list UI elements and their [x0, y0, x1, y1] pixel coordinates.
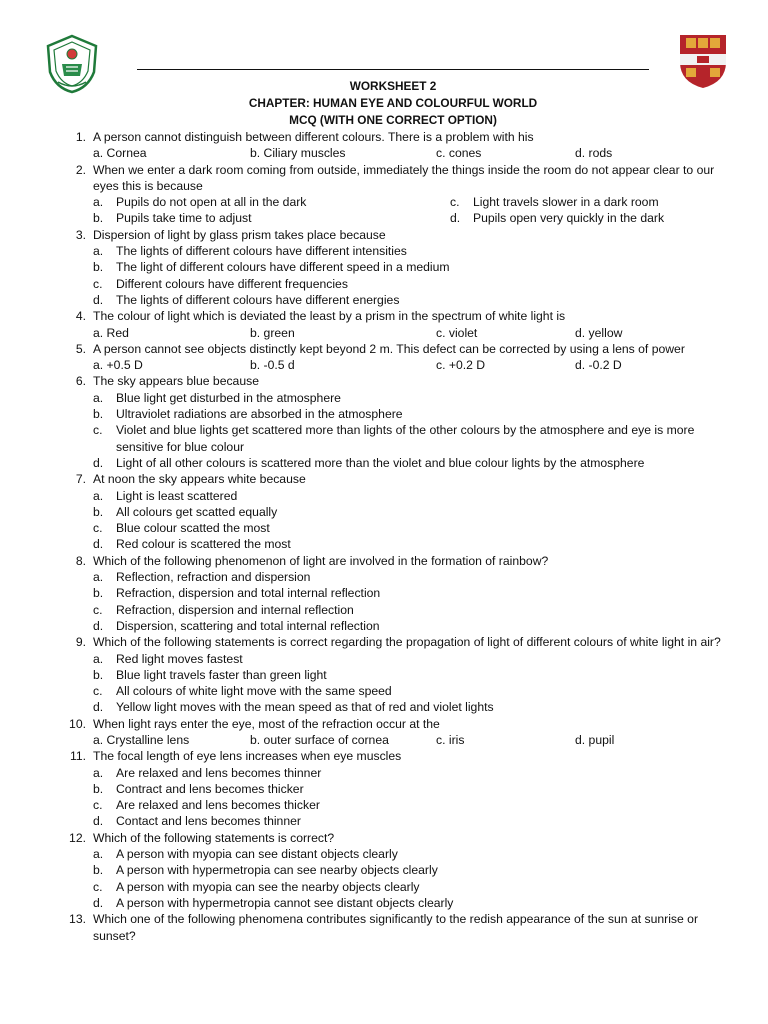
option-item: [64, 667, 724, 683]
option-text: a. Cornea: [93, 146, 147, 161]
question-text: Which of the following statements is correct?: [93, 830, 335, 845]
option-text: d. pupil: [575, 732, 615, 747]
question-item: [64, 129, 724, 145]
option-text: A person with hypermetropia can see nearby objects clearly: [116, 863, 438, 878]
option-item: [64, 276, 724, 292]
option-text: b. outer surface of cornea: [250, 732, 389, 747]
option-letter: b.: [93, 781, 104, 796]
question-item: [64, 748, 724, 764]
option-text: d. -0.2 D: [575, 358, 622, 373]
option-item: [64, 846, 724, 862]
question-item: [64, 911, 724, 944]
option-letter: b.: [93, 260, 104, 275]
question-number: 8.: [75, 553, 86, 568]
question-item: [64, 716, 724, 732]
option-text: Red colour is scattered the most: [116, 537, 291, 552]
option-item: [64, 455, 724, 471]
option-text: A person with myopia can see distant objects clearly: [116, 847, 398, 862]
option-letter: c.: [450, 195, 460, 210]
option-text: d. yellow: [575, 325, 623, 340]
question-text: Dispersion of light by glass prism takes place because: [93, 227, 386, 242]
option-item: [64, 879, 724, 895]
option-text: Light travels slower in a dark room: [473, 195, 659, 210]
option-text: Ultraviolet radiations are absorbed in the atmosphere: [116, 407, 403, 422]
option-letter: b.: [93, 863, 104, 878]
question-item: [64, 227, 724, 243]
option-item: [64, 488, 724, 504]
option-row: [64, 145, 724, 161]
question-number: 1.: [75, 130, 86, 144]
university-shield-logo: [676, 32, 730, 90]
question-item: [64, 471, 724, 487]
option-letter: d.: [93, 537, 104, 552]
option-text: Refraction, dispersion and internal reflection: [116, 602, 354, 617]
option-item: [64, 259, 724, 275]
option-letter: b.: [93, 407, 104, 422]
question-item: [64, 553, 724, 569]
option-text: c. cones: [436, 146, 482, 161]
question-number: 3.: [75, 227, 86, 242]
option-letter: a.: [93, 847, 104, 862]
question-text: A person cannot see objects distinctly kept beyond 2 m. This defect can be corrected by using a lens of power: [93, 341, 685, 356]
option-letter: b.: [93, 504, 104, 519]
option-text: All colours get scatted equally: [116, 504, 278, 519]
question-number: 4.: [75, 309, 86, 324]
option-letter: a.: [93, 390, 104, 405]
option-text: c. +0.2 D: [436, 358, 486, 373]
option-text: Red light moves fastest: [116, 651, 243, 666]
option-text: A person with hypermetropia cannot see distant objects clearly: [116, 895, 454, 910]
option-item: [64, 536, 724, 552]
option-text: Are relaxed and lens becomes thicker: [116, 798, 320, 813]
option-item: [64, 390, 724, 406]
option-text: Contact and lens becomes thinner: [116, 814, 301, 829]
option-letter: a.: [93, 765, 104, 780]
option-text: Blue colour scatted the most: [116, 521, 270, 536]
question-item: [64, 308, 724, 324]
option-text: The lights of different colours have different energies: [116, 292, 400, 307]
option-row: [64, 325, 724, 341]
option-item: [64, 813, 724, 829]
question-text: Which of the following statements is correct regarding the propagation of light of different colours of white light in air?: [93, 635, 721, 650]
option-text: Light of all other colours is scattered more than the violet and blue colour lights by the atmosphere: [116, 455, 645, 470]
question-number: 10.: [69, 716, 86, 731]
option-letter: d.: [93, 455, 104, 470]
option-letter: a.: [93, 195, 104, 210]
option-letter: a.: [93, 488, 104, 503]
option-text: A person with myopia can see the nearby objects clearly: [116, 879, 420, 894]
question-number: 11.: [69, 749, 86, 764]
option-letter: d.: [450, 211, 461, 226]
question-number: 6.: [75, 374, 86, 389]
question-text: The sky appears blue because: [93, 374, 259, 389]
option-text: a. Red: [93, 325, 129, 340]
option-item: [64, 618, 724, 634]
question-item: [64, 634, 724, 650]
option-text: Pupils take time to adjust: [116, 211, 252, 226]
option-letter: d.: [93, 292, 104, 307]
school-crest-logo: [44, 34, 100, 94]
question-item: [64, 373, 724, 389]
option-item: [64, 862, 724, 878]
question-number: 13.: [69, 912, 86, 927]
option-letter: c.: [93, 521, 103, 536]
option-letter: d.: [93, 895, 104, 910]
question-text: Which one of the following phenomena contributes significantly to the redish appearance of the sun at sunrise or sunset?: [93, 912, 699, 943]
question-item: [64, 162, 724, 195]
option-text: b. -0.5 d: [250, 358, 295, 373]
question-number: 2.: [75, 162, 86, 177]
option-text: Light is least scattered: [116, 488, 238, 503]
option-text: Are relaxed and lens becomes thinner: [116, 765, 322, 780]
chapter-title: CHAPTER: HUMAN EYE AND COLOURFUL WORLD: [248, 96, 538, 110]
section-title: MCQ (WITH ONE CORRECT OPTION): [289, 113, 497, 127]
question-item: [64, 341, 724, 357]
question-item: [64, 830, 724, 846]
question-number: 9.: [75, 635, 86, 650]
option-text: d. rods: [575, 146, 613, 161]
option-item: [64, 243, 724, 259]
option-row: [64, 210, 724, 226]
option-text: Refraction, dispersion and total internal reflection: [116, 586, 381, 601]
option-item: [64, 683, 724, 699]
option-letter: b.: [93, 586, 104, 601]
option-text: b. green: [250, 325, 295, 340]
option-row: [64, 732, 724, 748]
option-text: c. violet: [436, 325, 478, 340]
option-letter: d.: [93, 618, 104, 633]
question-text: The colour of light which is deviated the least by a prism in the spectrum of white light is: [93, 309, 566, 324]
option-text: Reflection, refraction and dispersion: [116, 570, 311, 585]
option-text: All colours of white light move with the same speed: [116, 684, 392, 699]
option-letter: c.: [93, 423, 103, 438]
option-letter: c.: [93, 798, 103, 813]
option-text: c. iris: [436, 732, 465, 747]
option-item: [64, 651, 724, 667]
question-text: When light rays enter the eye, most of the refraction occur at the: [93, 716, 440, 731]
option-item: [64, 895, 724, 911]
worksheet-title: WORKSHEET 2: [349, 79, 437, 93]
option-text: Pupils do not open at all in the dark: [116, 195, 307, 210]
option-text: The light of different colours have different speed in a medium: [116, 260, 450, 275]
header-rule: [137, 69, 649, 70]
option-text: Blue light get disturbed in the atmosphere: [116, 390, 341, 405]
option-letter: d.: [93, 700, 104, 715]
option-row: [64, 194, 724, 210]
question-text: At noon the sky appears white because: [93, 472, 306, 487]
option-item: [64, 585, 724, 601]
question-text: When we enter a dark room coming from outside, immediately the things inside the room do not appear clear to our eyes this is because: [93, 162, 715, 193]
option-item: [64, 406, 724, 422]
question-text: A person cannot distinguish between different colours. There is a problem with his: [93, 130, 534, 144]
option-letter: c.: [93, 684, 103, 699]
option-letter: c.: [93, 602, 103, 617]
option-text: Contract and lens becomes thicker: [116, 781, 304, 796]
option-item: [64, 797, 724, 813]
option-text: Dispersion, scattering and total internal reflection: [116, 618, 380, 633]
option-text: Yellow light moves with the mean speed as that of red and violet lights: [116, 700, 494, 715]
question-number: 5.: [75, 341, 86, 356]
option-item: [64, 781, 724, 797]
option-text: a. Crystalline lens: [93, 732, 190, 747]
option-letter: b.: [93, 211, 104, 226]
option-letter: a.: [93, 651, 104, 666]
option-row: [64, 357, 724, 373]
worksheet-header: [137, 78, 649, 129]
question-text: Which of the following phenomenon of light are involved in the formation of rainbow?: [93, 553, 549, 568]
option-letter: a.: [93, 570, 104, 585]
question-number: 12.: [69, 830, 86, 845]
option-text: Violet and blue lights get scattered more than lights of the other colours by the atmosphere and eye is more sensitive for blue colour: [116, 423, 695, 454]
option-text: The lights of different colours have different intensities: [116, 244, 407, 259]
option-item: [64, 422, 724, 455]
option-text: Pupils open very quickly in the dark: [473, 211, 665, 226]
option-text: Blue light travels faster than green light: [116, 667, 327, 682]
option-item: [64, 569, 724, 585]
option-item: [64, 765, 724, 781]
option-item: [64, 292, 724, 308]
option-item: [64, 699, 724, 715]
option-item: [64, 520, 724, 536]
question-text: The focal length of eye lens increases when eye muscles: [93, 749, 402, 764]
option-letter: d.: [93, 814, 104, 829]
option-item: [64, 602, 724, 618]
question-number: 7.: [75, 472, 86, 487]
option-letter: c.: [93, 276, 103, 291]
option-letter: c.: [93, 879, 103, 894]
question-list: [64, 129, 724, 944]
option-text: Different colours have different frequencies: [116, 276, 348, 291]
option-text: a. +0.5 D: [93, 358, 143, 373]
option-letter: a.: [93, 244, 104, 259]
option-text: b. Ciliary muscles: [250, 146, 346, 161]
option-item: [64, 504, 724, 520]
option-letter: b.: [93, 667, 104, 682]
